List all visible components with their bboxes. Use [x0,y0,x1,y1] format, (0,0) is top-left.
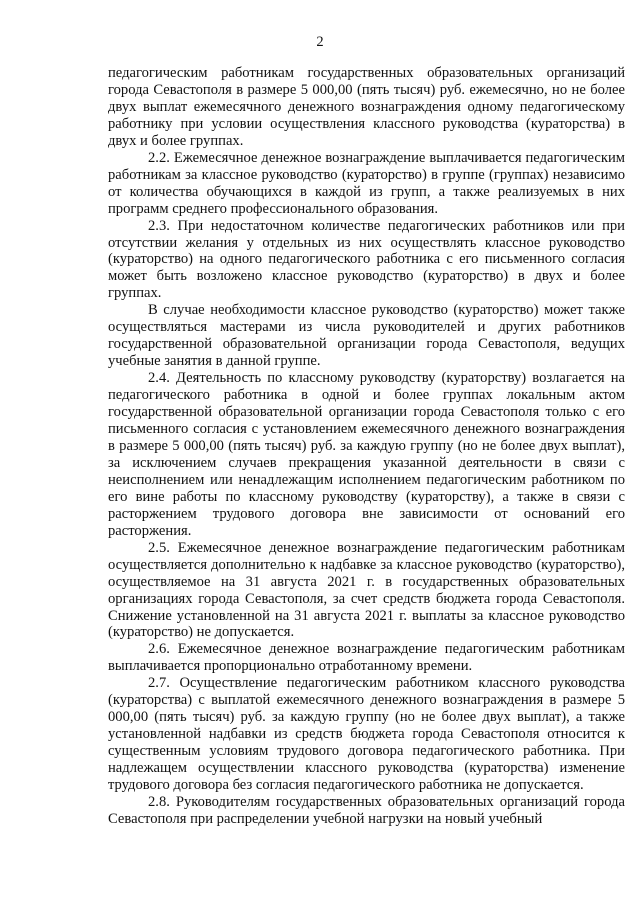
document-body [108,65,625,828]
paragraph-2-3-supplement: В случае необходимости классное руководство (кураторство) может также осуществляться мастерами из числа руководителей и других работников государственной образовательной организации города Севастополя, ведущих учебные занятия в данной группе. [108,302,625,370]
paragraph-2-5: 2.5. Ежемесячное денежное вознаграждение педагогическим работникам осуществляется дополнительно к надбавке за классное руководство (кураторство), осуществляемое на 31 августа 2021 г. в государственных образовательных организациях города Севастополя, за счет средств бюджета города Севастополя. Снижение установленной на 31 августа 2021 г. выплаты за классное руководство (кураторство) не допускается. [108,539,625,641]
paragraph-continued: педагогическим работникам государственных образовательных организаций города Севастополя в размере 5 000,00 (пять тысяч) руб. ежемесячно, но не более двух выплат ежемесячного денежного вознаграждения одному педагогическому работнику при условии осуществления классного руководства (кураторства) в двух и более группах. [108,65,625,149]
paragraph-2-3: 2.3. При недостаточном количестве педагогических работников или при отсутствии желания у отдельных из них осуществлять классное руководство (кураторство) на одного педагогического работника с его письменного согласия может быть возложено классное руководство (кураторство) в двух и более группах. [108,217,625,302]
paragraph-2-2: 2.2. Ежемесячное денежное вознаграждение выплачивается педагогическим работникам за классное руководство (кураторство) в группе (группах) независимо от количества обучающихся в каждой из групп, а также реализуемых в них программ среднего профессионального образования. [108,149,625,217]
paragraph-2-7: 2.7. Осуществление педагогическим работником классного руководства (кураторства) с выплатой ежемесячного денежного вознаграждения в размере 5 000,00 (пять тысяч) руб. за каждую группу (но не более двух выплат), а также установленной надбавки из средств бюджета города Севастополя относится к существенным условиям трудового договора педагогического работника. При надлежащем осуществлении классного руководства (кураторства) изменение трудового договора без согласия педагогического работника не допускается. [108,675,625,794]
paragraph-2-4: 2.4. Деятельность по классному руководству (кураторству) возлагается на педагогического работника в одной и более группах локальным актом государственной образовательной организации города Севастополя только с его письменного согласия с установлением ежемесячного денежного вознаграждения в размере 5 000,00 (пять тысяч) руб. за каждую группу (но не более двух выплат), за исключением случаев прекращения указанной деятельности в связи с неисполнением или ненадлежащим исполнением педагогическим работником по его вине работы по классному руководству (кураторству), а также в связи с расторжением трудового договора вне зависимости от оснований его расторжения. [108,370,625,539]
paragraph-2-6: 2.6. Ежемесячное денежное вознаграждение педагогическим работникам выплачивается пропорционально отработанному времени. [108,641,625,675]
paragraph-2-8: 2.8. Руководителям государственных образовательных организаций города Севастополя при распределении учебной нагрузки на новый учебный [108,793,625,827]
page-number: 2 [316,34,324,50]
